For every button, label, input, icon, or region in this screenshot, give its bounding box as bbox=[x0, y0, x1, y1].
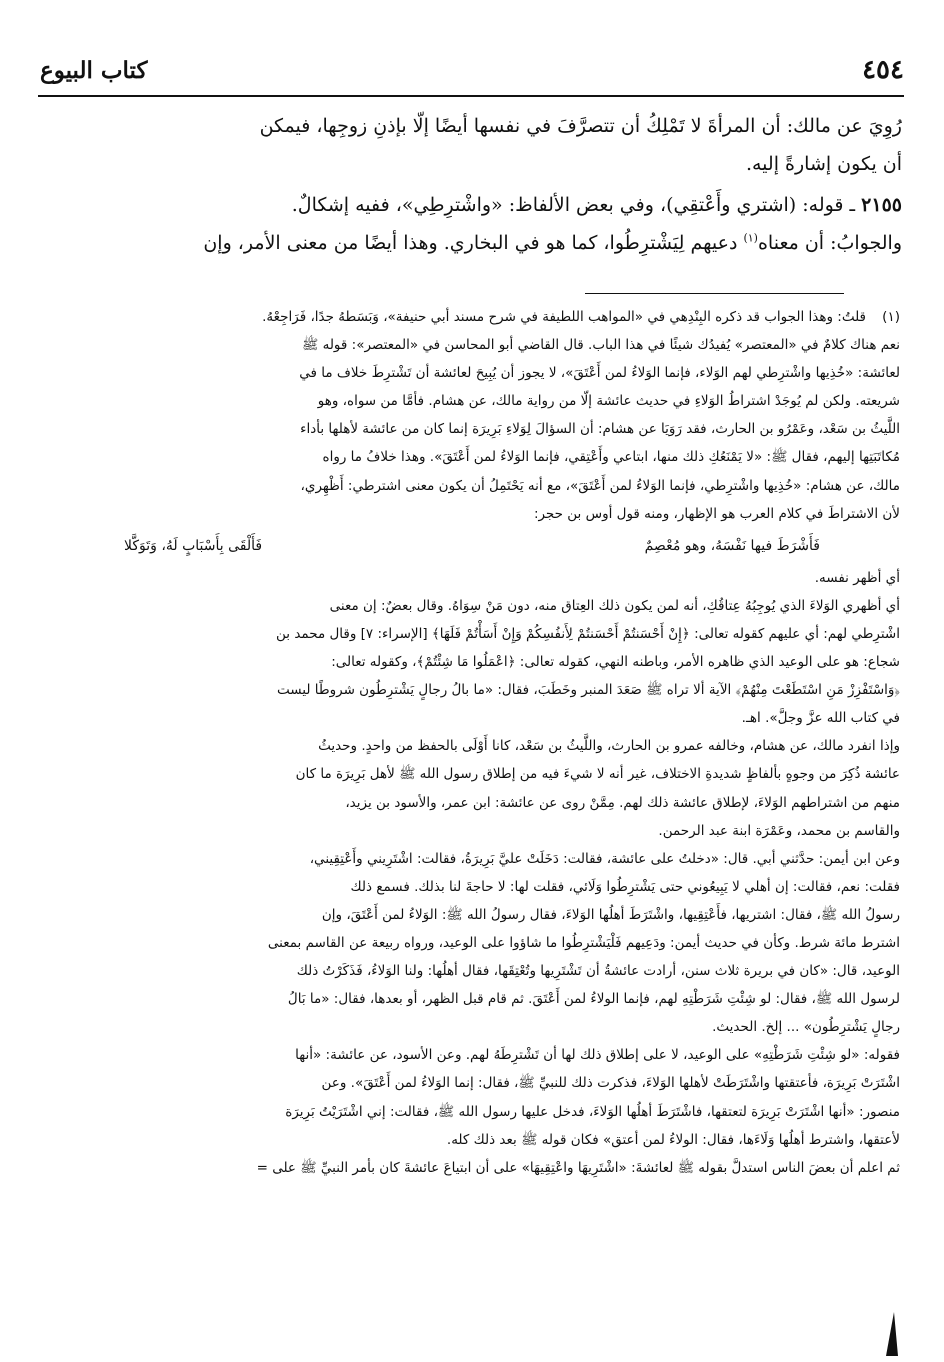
footnote-line: لأن الاشتراطَ في كلام العرب هو الإظهار، ومنه قول أوس بن حجر: bbox=[533, 505, 900, 522]
footnote-line: فقلت: نعم، فقالت: إن أهلي لا يَبِيعُوني حتى يَشْترِطُوا وَلَائي، فقلت لها: لا حاجةَ لنا بذلك. فسمع ذلك bbox=[350, 878, 900, 895]
hadith-paragraph bbox=[40, 187, 902, 225]
footnote-line: منهم من اشتراطهم الوَلاءَ، لإطلاق عائشة ذلك لهم. مِمَّنْ روى عن عائشة: ابن عمر، والأسود بن يزيد، bbox=[345, 794, 900, 811]
main-text bbox=[40, 108, 902, 262]
footnote-line: مُكاتَبَتِها إليهم، فقال ﷺ: «لا يَمْنَعُكِ ذلك منها، ابتاعي وأَعْتِقي، فإنما الوَلاءُ لمن أَعْتَقَ». وهذا خلافُ ما رواه bbox=[322, 449, 900, 466]
verse-first-hemistich: فَأَشْرَطَ فيها نَفْسَهُ، وهو مُعْصِمٌ bbox=[644, 537, 820, 554]
footnote-line: رجالٍ يَشْترِطُون» ... إلخ. الحديث. bbox=[712, 1019, 900, 1036]
footnote-line: أي أظهر نفسه. bbox=[814, 569, 900, 586]
footnote-line: لرسول الله ﷺ، فقال: لو شِئْتِ شَرَطْتِهِ لهم، فإنما الولاءُ لمن أَعْتَقَ. ثم قام قبل الظهر، أو بعدها، فقال: «ما بَالُ bbox=[287, 991, 900, 1008]
footnote-line: وإذا انفرد مالك، عن هشام، وخالفه عمرو بن الحارث، واللَّيثُ بن سَعْد، كانا أَوْلَى بالحفظ من واحدٍ. وحديثُ bbox=[318, 738, 900, 755]
footnotes bbox=[44, 303, 900, 1182]
footnote-line: نعم هناك كلامٌ في «المعتصر» يُفيدُك شيئًا في هذا الباب. قال القاضي أبو المحاسن في «المعتصر»: قوله ﷺ bbox=[301, 337, 900, 354]
footnote-line: وعن ابن أيمن: حدَّثني أبي. قال: «دخلتُ على عائشة، فقالت: دَخَلَتْ عليَّ بَرِيرَةُ، فقالت: اشْتَرِيني وأَعْتِقِيني، bbox=[309, 850, 900, 867]
footnote-lines-b bbox=[44, 564, 900, 1182]
footnote-marker: (١) bbox=[882, 309, 900, 325]
footnote-line: عائشة ذُكِرَ من وجوهٍ بألفاظٍ شديدةِ الاختلاف، غير أنه لا شيءَ فيه من إطلاق رسول الله ﷺ لأهل بَرِيرَة ما كان bbox=[295, 766, 900, 783]
poetry-verse bbox=[44, 528, 900, 564]
footnote-line: لعائشة: «خُذِيها واشْترِطي لهم الوَلاء، فإنما الوَلاءُ لمن أَعْتَقَ»، لا يجوز أن يُبِيحَ لعائشة أن تَشْترِطَ خلاف ما في bbox=[299, 365, 900, 382]
book-title: كتاب البيوع bbox=[40, 56, 148, 84]
footnote-line: اشْتَرَتْ بَرِيرَة، فأعتقتها واشْتَرَطَتْ لأهلها الوَلاءَ، فذكرت ذلك للنبيِّ ﷺ، فقال: إنما الوَلاءُ لمن أَعْتَقَ». وعن bbox=[321, 1075, 900, 1092]
hadith-number: ٢١٥٥ bbox=[861, 194, 902, 216]
footnote-line: منصور: «أنها اشْتَرَتْ بَرِيرَة لتعتقها، فاشْتَرَطَ أهلُها الوَلاءَ، فدخل عليها رسول الله ﷺ، فقالت: إني اشْتَرَيْتُ بَرِيرَة bbox=[285, 1103, 900, 1120]
footnote-line: شريعته. ولكن لم يُوجَدْ اشتراطُ الوَلاءِ في حديث عائشة إلّا من رواية مالك، عن هشام. فأمَّا من سواه، وهو bbox=[317, 393, 900, 410]
footnote-line: اشْترِطي لهم: أي عليهم كقوله تعالى: ﴿إِنْ أَحْسَنتُمْ أَحْسَنتُمْ لِأَنفُسِكُمْ وَإِنْ أَسَأْتُمْ فَلَهَا﴾ [الإسراء: ٧] وقال محمد بن bbox=[276, 625, 900, 642]
footnote-separator bbox=[585, 293, 844, 294]
footnote-line: قلتُ: وهذا الجواب قد ذكره البِنْدِهي في «المواهب اللطيفة في شرح مسند أبي حنيفة»، وَبَسَطهُ جدًا، فَرَاجِعْهُ. bbox=[262, 309, 866, 325]
page-number: ٤٥٤ bbox=[862, 55, 904, 85]
footnote-line: في كتاب الله عزَّ وجلَّ». اهـ. bbox=[741, 710, 900, 727]
footnote-line: فقوله: «لو شِئْتِ شَرَطْتِهِ» على الوعيد، لا على إطلاق ذلك لها أن تَشْترِطَهُ لهم. وعن الأسود، عن عائشة: «أنها bbox=[295, 1047, 900, 1064]
hadith-answer-line bbox=[40, 225, 902, 263]
footnote-line: شجاع: هو على الوعيد الذي ظاهره الأمر، وباطنه النهي، كقوله تعالى: ﴿اعْمَلُوا مَا شِئْتُمْ﴾، وكقوله تعالى: bbox=[331, 654, 900, 671]
footnote-lines-a bbox=[44, 331, 900, 528]
footnote-line: ثم اعلم أن بعضَ الناس استدلَّ بقوله ﷺ لعائشةَ: «اشْتَرِيهَا واعْتِقِيهَا» على أن ابتياعَ عائشةَ كان بأمر النبيِّ ﷺ على = bbox=[256, 1159, 900, 1176]
footnote-line: اشترط مائة شرط. وكأن في حديث أيمن: ودَعِيهم فَلْيَشْترِطُوا ما شاؤوا على الوعيد، ورواه ربيعة عن القاسم بمعنى bbox=[267, 934, 900, 951]
answer-text-start: والجوابُ: أن معناه bbox=[757, 231, 902, 254]
scan-corner-mark bbox=[886, 1312, 898, 1356]
footnote-line: أي أظهري الوَلاءَ الذي يُوجِبُهُ عِتاقُكِ، أنه لمن يكون ذلك العِتاق منه، دون مَنْ سِوَاهُ. وقال بعضٌ: إن معنى bbox=[329, 597, 900, 614]
footnote-line: ﴿وَاسْتَفْزِزْ مَنِ اسْتَطَعْتَ مِنْهُمْ﴾ الآية ألا تراه ﷺ صَعَدَ المنبر وخَطَبَ، فقال: «ما بالُ رجالٍ يَشْترِطُون شروطًا ليست bbox=[276, 682, 900, 699]
footnote-line: الوعيد، قال: «كان في بريرة ثلاث سنن، أرادت عائشةُ أن تَشْتَرِيها وتُعْتِقَها، فقال أهلُها: ولنا الوَلاءُ، فَذَكَرْتُ ذلك bbox=[296, 963, 900, 980]
answer-text-end: دعيهم لِيَشْترِطُوا، كما هو في البخاري. وهذا أيضًا من معنى الأمر، وإن bbox=[203, 231, 744, 254]
main-line: رُوِيَ عن مالك: أن المرأةَ لا تَمْلِكُ أن تتصرَّفَ في نفسها أيضًا إلّا بإذنِ زوجِها، فيمكن bbox=[259, 115, 902, 137]
footnote-line: والقاسم بن محمد، وعَمْرَة ابنة عبد الرحمن. bbox=[658, 822, 900, 839]
header-rule bbox=[38, 95, 904, 97]
hadith-text: ـ قوله: (اشتري وأَعْتقِي)، وفي بعض الألفاظ: «واشْترِطِي»، ففيه إشكالٌ. bbox=[291, 194, 856, 216]
footnote-first-line bbox=[44, 303, 900, 331]
footnote-reference[interactable]: (١) bbox=[743, 231, 758, 245]
footnote-line: رسولُ الله ﷺ، فقال: اشتريها، فأَعْتِقِيها، واشْتَرَطَ أهلُها الوَلاءَ، فقال رسولُ الله ﷺ: الوَلاءُ لمن أَعْتَقَ، وإن bbox=[321, 906, 900, 923]
main-line: أن يكون إشارةً إليه. bbox=[745, 152, 902, 175]
footnote-line: لأعتقها، واشترط أهلُها وَلَاءَها، فقال: الولاءُ لمن أعتق» فكان قوله ﷺ بعد ذلك كله. bbox=[446, 1131, 900, 1148]
footnote-line: اللَّيثُ بن سَعْد، وعَمْرُو بن الحارث، فقد رَوَيَا عن هشام: أن السؤالَ لِوَلاءِ بَرِيرَة إنما كان من عائشة لأهلها بأداء bbox=[300, 421, 900, 438]
page-header bbox=[40, 50, 904, 90]
footnote-line: مالك، عن هشام: «خُذِيها واشْترِطي، فإنما الوَلاءُ لمن أَعْتَقَ»، مع أنه يَحْتَمِلُ أن يكون معنى اشترطي: أَظْهِري، bbox=[300, 477, 900, 494]
verse-second-hemistich: فَأَلْقَى بِأَسْبَابٍ لَهُ، وَتَوَكَّلا bbox=[124, 537, 263, 554]
